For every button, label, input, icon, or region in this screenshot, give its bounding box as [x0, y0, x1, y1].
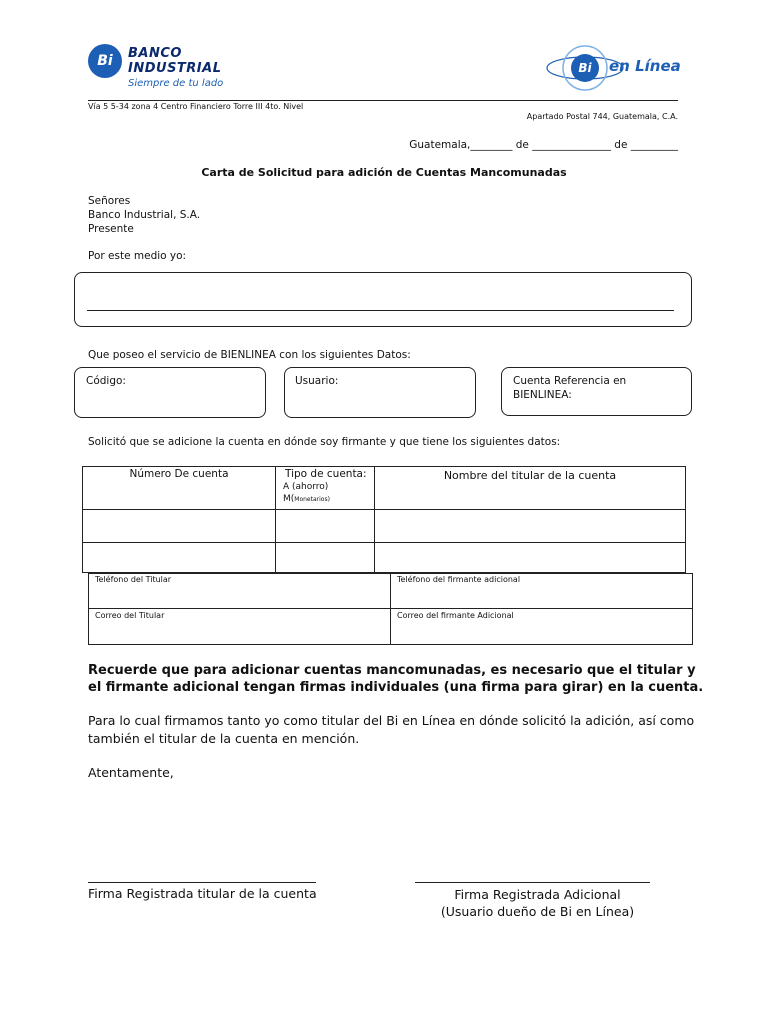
header-divider	[88, 100, 678, 101]
bank-slogan: Siempre de tu lado	[128, 78, 224, 89]
bi-en-linea-logo	[545, 42, 685, 94]
bi-badge-icon: Bi	[88, 44, 122, 78]
col-holder-label: Nombre del titular de la cuenta	[443, 469, 617, 482]
table-cell[interactable]	[82, 509, 276, 543]
bank-name-line1: BANCO	[128, 46, 182, 61]
name-line	[87, 310, 674, 311]
phone-holder-label: Teléfono del Titular	[95, 575, 172, 584]
phone-signer-label: Teléfono del firmante adicional	[397, 575, 521, 584]
request-text: Solicitó que se adicione la cuenta en dónde soy firmante y que tiene los siguientes datos:	[88, 436, 561, 448]
table-cell[interactable]	[82, 542, 276, 573]
signature-right-line1: Firma Registrada Adicional	[454, 887, 621, 902]
services-intro: Que poseo el servicio de BIENLINEA con los siguientes Datos:	[88, 349, 411, 361]
salutation-line: Presente	[88, 223, 134, 235]
type-m-small: Monetarios)	[294, 496, 330, 503]
salutation-line: Banco Industrial, S.A.	[88, 209, 201, 221]
bank-name-line2: INDUSTRIAL	[128, 61, 222, 76]
codigo-label: Código:	[86, 375, 126, 387]
usuario-label: Usuario:	[295, 375, 339, 387]
table-cell[interactable]	[374, 542, 686, 573]
closing-text: Atentamente,	[88, 765, 174, 780]
cuenta-referencia-line2: BIENLINEA:	[513, 389, 572, 401]
signature-label-left: Firma Registrada titular de la cuenta	[88, 886, 317, 901]
en-linea-text: en Línea	[609, 57, 681, 75]
type-a-label: A (ahorro)	[283, 482, 329, 492]
document-title: Carta de Solicitud para adición de Cuentas Mancomunadas	[201, 166, 567, 179]
salutation-line: Señores	[88, 195, 131, 207]
address-right: Apartado Postal 744, Guatemala, C.A.	[526, 112, 678, 121]
date-line: Guatemala,________ de _______________ de _________	[409, 139, 678, 151]
table-cell[interactable]	[275, 509, 375, 543]
address-left: Vía 5 5-34 zona 4 Centro Financiero Torre III 4to. Nivel	[88, 102, 304, 111]
signature-right-line2: (Usuario dueño de Bi en Línea)	[440, 904, 635, 919]
col-type-label: Tipo de cuenta:	[285, 468, 367, 480]
type-m-prefix: M(	[283, 494, 295, 504]
notice-text: Recuerde que para adicionar cuentas mancomunadas, es necesario que el titular y el firmante adicional tengan firmas individuales (una firma para girar) en la cuenta.	[88, 663, 704, 695]
signature-line-left[interactable]	[88, 882, 316, 883]
salutation	[88, 194, 200, 236]
email-holder-label: Correo del Titular	[95, 611, 165, 620]
signature-label-right	[415, 886, 660, 920]
table-cell[interactable]	[275, 542, 375, 573]
table-cell[interactable]	[374, 509, 686, 543]
body-paragraph: Para lo cual firmamos tanto yo como titular del Bi en Línea en dónde solicitó la adición, así como también el titular de la cuenta en mención.	[88, 713, 695, 746]
signature-line-right[interactable]	[415, 882, 650, 883]
col-account-label: Número De cuenta	[129, 468, 229, 480]
bi-badge-icon: Bi	[571, 54, 599, 82]
cuenta-referencia-label	[513, 374, 626, 402]
intro-text: Por este medio yo:	[88, 250, 187, 262]
cuenta-referencia-line1: Cuenta Referencia en	[513, 375, 627, 387]
email-signer-label: Correo del firmante Adicional	[397, 611, 514, 620]
type-m-label	[283, 494, 330, 504]
name-box[interactable]	[74, 272, 692, 327]
banco-industrial-logo	[88, 44, 228, 94]
